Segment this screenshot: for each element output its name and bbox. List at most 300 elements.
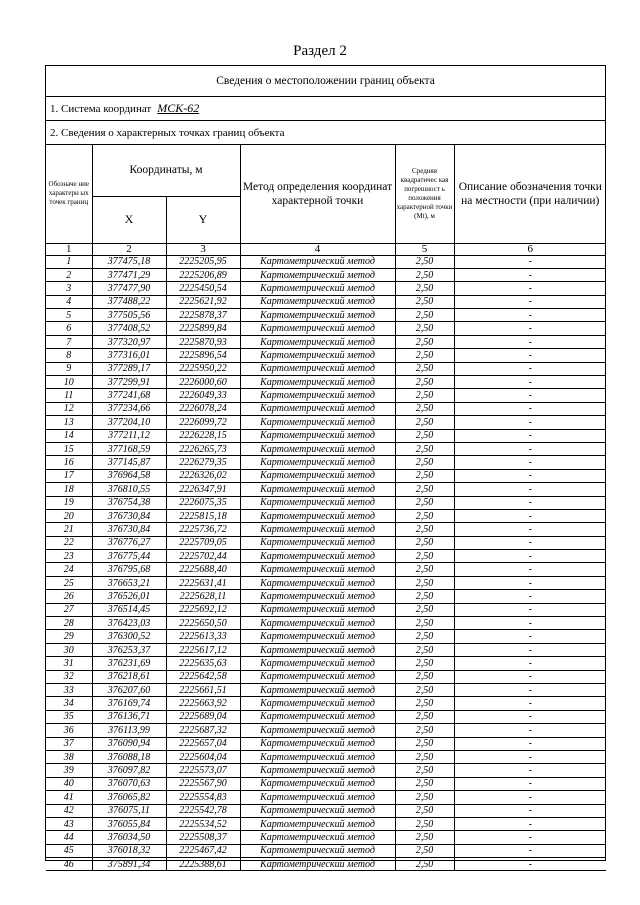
column-number: 1 [46, 243, 92, 255]
y-coordinate-cell: 2226347,91 [166, 483, 240, 496]
accuracy-cell: 2,50 [395, 777, 454, 790]
y-coordinate-cell: 2225205,95 [166, 255, 240, 268]
y-coordinate-cell: 2226279,35 [166, 456, 240, 469]
method-cell: Картометрический метод [240, 295, 395, 308]
accuracy-cell: 2,50 [395, 268, 454, 281]
x-coordinate-cell: 377471,29 [92, 268, 166, 281]
x-coordinate-cell: 375891,34 [92, 858, 166, 871]
y-coordinate-cell: 2225621,92 [166, 295, 240, 308]
y-coordinate-cell: 2225657,04 [166, 737, 240, 750]
y-coordinate-cell: 2225661,51 [166, 684, 240, 697]
x-coordinate-cell: 376018,32 [92, 844, 166, 857]
point-number-cell: 34 [46, 697, 92, 710]
point-number-cell: 8 [46, 349, 92, 362]
method-cell: Картометрический метод [240, 469, 395, 482]
y-coordinate-cell: 2225950,22 [166, 362, 240, 375]
table-row [46, 456, 606, 469]
y-coordinate-cell: 2225573,07 [166, 764, 240, 777]
y-coordinate-cell: 2225702,44 [166, 550, 240, 563]
description-cell: - [454, 456, 606, 469]
boundary-info-form [45, 65, 606, 870]
accuracy-cell: 2,50 [395, 442, 454, 455]
description-cell: - [454, 764, 606, 777]
description-cell: - [454, 643, 606, 656]
x-coordinate-cell: 377234,66 [92, 402, 166, 415]
point-number-cell: 24 [46, 563, 92, 576]
table-row [46, 563, 606, 576]
description-cell: - [454, 603, 606, 616]
description-cell: - [454, 496, 606, 509]
method-cell: Картометрический метод [240, 483, 395, 496]
point-number-cell: 43 [46, 817, 92, 830]
table-row [46, 684, 606, 697]
point-number-cell: 11 [46, 389, 92, 402]
accuracy-cell: 2,50 [395, 817, 454, 830]
x-coordinate-cell: 377316,01 [92, 349, 166, 362]
point-number-cell: 12 [46, 402, 92, 415]
y-coordinate-cell: 2225617,12 [166, 643, 240, 656]
description-cell: - [454, 590, 606, 603]
accuracy-cell: 2,50 [395, 590, 454, 603]
point-number-cell: 41 [46, 791, 92, 804]
column-number: 5 [395, 243, 454, 255]
description-cell: - [454, 416, 606, 429]
x-coordinate-cell: 376065,82 [92, 791, 166, 804]
accuracy-cell: 2,50 [395, 362, 454, 375]
point-number-cell: 26 [46, 590, 92, 603]
points-section-heading: 2. Сведения о характерных точках границ объекта [46, 121, 605, 145]
method-cell: Картометрический метод [240, 684, 395, 697]
y-coordinate-cell: 2225467,42 [166, 844, 240, 857]
point-number-cell: 19 [46, 496, 92, 509]
accuracy-cell: 2,50 [395, 657, 454, 670]
table-row [46, 376, 606, 389]
description-cell: - [454, 322, 606, 335]
y-coordinate-cell: 2225896,54 [166, 349, 240, 362]
description-cell: - [454, 858, 606, 871]
accuracy-cell: 2,50 [395, 617, 454, 630]
accuracy-cell: 2,50 [395, 630, 454, 643]
column-header-description: Описание обозначения точки на местности (при наличии) [454, 145, 606, 243]
table-row [46, 764, 606, 777]
description-cell: - [454, 469, 606, 482]
table-row [46, 268, 606, 281]
x-coordinate-cell: 376776,27 [92, 536, 166, 549]
table-row [46, 710, 606, 723]
description-cell: - [454, 389, 606, 402]
section-title: Раздел 2 [293, 43, 347, 59]
description-cell: - [454, 429, 606, 442]
x-coordinate-cell: 376088,18 [92, 750, 166, 763]
accuracy-cell: 2,50 [395, 295, 454, 308]
accuracy-cell: 2,50 [395, 523, 454, 536]
accuracy-cell: 2,50 [395, 737, 454, 750]
point-number-cell: 29 [46, 630, 92, 643]
description-cell: - [454, 844, 606, 857]
column-header-coordinates: Координаты, м [92, 145, 240, 196]
point-number-cell: 22 [46, 536, 92, 549]
x-coordinate-cell: 376253,37 [92, 643, 166, 656]
method-cell: Картометрический метод [240, 617, 395, 630]
accuracy-cell: 2,50 [395, 322, 454, 335]
x-coordinate-cell: 377211,12 [92, 429, 166, 442]
x-coordinate-cell: 377475,18 [92, 255, 166, 268]
table-row [46, 617, 606, 630]
x-coordinate-cell: 377168,59 [92, 442, 166, 455]
table-row [46, 831, 606, 844]
y-coordinate-cell: 2225631,41 [166, 576, 240, 589]
table-row [46, 643, 606, 656]
description-cell: - [454, 617, 606, 630]
point-number-cell: 31 [46, 657, 92, 670]
table-row [46, 416, 606, 429]
point-number-cell: 33 [46, 684, 92, 697]
point-number-cell: 27 [46, 603, 92, 616]
description-cell: - [454, 697, 606, 710]
point-number-cell: 9 [46, 362, 92, 375]
x-coordinate-cell: 376075,11 [92, 804, 166, 817]
column-header-method: Метод определения координат характерной точки [240, 145, 395, 243]
x-coordinate-cell: 376113,99 [92, 724, 166, 737]
method-cell: Картометрический метод [240, 523, 395, 536]
method-cell: Картометрический метод [240, 536, 395, 549]
y-coordinate-cell: 2225688,40 [166, 563, 240, 576]
description-cell: - [454, 804, 606, 817]
table-row [46, 362, 606, 375]
method-cell: Картометрический метод [240, 429, 395, 442]
method-cell: Картометрический метод [240, 349, 395, 362]
description-cell: - [454, 309, 606, 322]
x-coordinate-cell: 377477,90 [92, 282, 166, 295]
accuracy-cell: 2,50 [395, 536, 454, 549]
x-coordinate-cell: 376169,74 [92, 697, 166, 710]
method-cell: Картометрический метод [240, 376, 395, 389]
x-coordinate-cell: 376653,21 [92, 576, 166, 589]
accuracy-cell: 2,50 [395, 764, 454, 777]
coordinate-system-label: 1. Система координат [50, 102, 152, 115]
point-number-cell: 28 [46, 617, 92, 630]
method-cell: Картометрический метод [240, 737, 395, 750]
accuracy-cell: 2,50 [395, 309, 454, 322]
y-coordinate-cell: 2225736,72 [166, 523, 240, 536]
y-coordinate-cell: 2226228,15 [166, 429, 240, 442]
point-number-cell: 30 [46, 643, 92, 656]
method-cell: Картометрический метод [240, 603, 395, 616]
description-cell: - [454, 268, 606, 281]
point-number-cell: 20 [46, 509, 92, 522]
y-coordinate-cell: 2225206,89 [166, 268, 240, 281]
description-cell: - [454, 402, 606, 415]
point-number-cell: 2 [46, 268, 92, 281]
method-cell: Картометрический метод [240, 777, 395, 790]
description-cell: - [454, 750, 606, 763]
y-coordinate-cell: 2225899,84 [166, 322, 240, 335]
x-coordinate-cell: 376207,60 [92, 684, 166, 697]
method-cell: Картометрический метод [240, 496, 395, 509]
method-cell: Картометрический метод [240, 456, 395, 469]
point-number-cell: 1 [46, 255, 92, 268]
accuracy-cell: 2,50 [395, 724, 454, 737]
method-cell: Картометрический метод [240, 657, 395, 670]
point-number-cell: 13 [46, 416, 92, 429]
accuracy-cell: 2,50 [395, 603, 454, 616]
accuracy-cell: 2,50 [395, 416, 454, 429]
accuracy-cell: 2,50 [395, 750, 454, 763]
method-cell: Картометрический метод [240, 442, 395, 455]
y-coordinate-cell: 2226099,72 [166, 416, 240, 429]
accuracy-cell: 2,50 [395, 710, 454, 723]
point-number-cell: 38 [46, 750, 92, 763]
y-coordinate-cell: 2225567,90 [166, 777, 240, 790]
table-row [46, 442, 606, 455]
method-cell: Картометрический метод [240, 670, 395, 683]
method-cell: Картометрический метод [240, 630, 395, 643]
accuracy-cell: 2,50 [395, 282, 454, 295]
point-number-cell: 7 [46, 335, 92, 348]
point-number-cell: 6 [46, 322, 92, 335]
y-coordinate-cell: 2225388,61 [166, 858, 240, 871]
x-coordinate-cell: 376526,01 [92, 590, 166, 603]
description-cell: - [454, 817, 606, 830]
method-cell: Картометрический метод [240, 550, 395, 563]
table-row [46, 550, 606, 563]
accuracy-cell: 2,50 [395, 429, 454, 442]
point-number-cell: 36 [46, 724, 92, 737]
method-cell: Картометрический метод [240, 643, 395, 656]
accuracy-cell: 2,50 [395, 376, 454, 389]
y-coordinate-cell: 2225613,33 [166, 630, 240, 643]
point-number-cell: 35 [46, 710, 92, 723]
description-cell: - [454, 831, 606, 844]
method-cell: Картометрический метод [240, 282, 395, 295]
description-cell: - [454, 710, 606, 723]
table-row [46, 737, 606, 750]
x-coordinate-cell: 377299,91 [92, 376, 166, 389]
x-coordinate-cell: 376070,63 [92, 777, 166, 790]
y-coordinate-cell: 2226000,60 [166, 376, 240, 389]
column-header-point: Обозначе ние характерн ых точек границ [46, 145, 92, 243]
coordinate-system-value: МСК-62 [157, 101, 200, 115]
x-coordinate-cell: 376795,68 [92, 563, 166, 576]
accuracy-cell: 2,50 [395, 670, 454, 683]
method-cell: Картометрический метод [240, 335, 395, 348]
y-coordinate-cell: 2225815,18 [166, 509, 240, 522]
point-number-cell: 15 [46, 442, 92, 455]
y-coordinate-cell: 2225542,78 [166, 804, 240, 817]
point-number-cell: 16 [46, 456, 92, 469]
description-cell: - [454, 791, 606, 804]
description-cell: - [454, 483, 606, 496]
y-coordinate-cell: 2225687,32 [166, 724, 240, 737]
points-table [46, 145, 606, 871]
point-number-cell: 23 [46, 550, 92, 563]
method-cell: Картометрический метод [240, 563, 395, 576]
accuracy-cell: 2,50 [395, 349, 454, 362]
x-coordinate-cell: 376730,84 [92, 509, 166, 522]
column-number: 2 [92, 243, 166, 255]
point-number-cell: 4 [46, 295, 92, 308]
point-number-cell: 25 [46, 576, 92, 589]
table-row [46, 844, 606, 857]
method-cell: Картометрический метод [240, 402, 395, 415]
x-coordinate-cell: 376090,94 [92, 737, 166, 750]
table-row [46, 429, 606, 442]
table-row [46, 469, 606, 482]
description-cell: - [454, 670, 606, 683]
y-coordinate-cell: 2225508,37 [166, 831, 240, 844]
description-cell: - [454, 523, 606, 536]
x-coordinate-cell: 376231,69 [92, 657, 166, 670]
table-row [46, 750, 606, 763]
x-coordinate-cell: 377408,52 [92, 322, 166, 335]
point-number-cell: 40 [46, 777, 92, 790]
point-number-cell: 21 [46, 523, 92, 536]
column-header-y: Y [166, 196, 240, 243]
description-cell: - [454, 509, 606, 522]
y-coordinate-cell: 2226049,33 [166, 389, 240, 402]
x-coordinate-cell: 376775,44 [92, 550, 166, 563]
point-number-cell: 5 [46, 309, 92, 322]
method-cell: Картометрический метод [240, 750, 395, 763]
table-row [46, 483, 606, 496]
table-row [46, 777, 606, 790]
x-coordinate-cell: 377145,87 [92, 456, 166, 469]
form-heading: Сведения о местоположении границ объекта [46, 66, 605, 97]
accuracy-cell: 2,50 [395, 858, 454, 871]
point-number-cell: 46 [46, 858, 92, 871]
description-cell: - [454, 737, 606, 750]
x-coordinate-cell: 377320,97 [92, 335, 166, 348]
column-header-x: X [92, 196, 166, 243]
table-row [46, 791, 606, 804]
x-coordinate-cell: 376136,71 [92, 710, 166, 723]
method-cell: Картометрический метод [240, 416, 395, 429]
table-row [46, 335, 606, 348]
accuracy-cell: 2,50 [395, 402, 454, 415]
accuracy-cell: 2,50 [395, 335, 454, 348]
table-row [46, 536, 606, 549]
point-number-cell: 45 [46, 844, 92, 857]
x-coordinate-cell: 376097,82 [92, 764, 166, 777]
column-number-row [46, 243, 606, 255]
point-number-cell: 18 [46, 483, 92, 496]
x-coordinate-cell: 376514,45 [92, 603, 166, 616]
table-row [46, 402, 606, 415]
method-cell: Картометрический метод [240, 255, 395, 268]
description-cell: - [454, 563, 606, 576]
accuracy-cell: 2,50 [395, 831, 454, 844]
method-cell: Картометрический метод [240, 804, 395, 817]
method-cell: Картометрический метод [240, 389, 395, 402]
x-coordinate-cell: 376218,61 [92, 670, 166, 683]
point-number-cell: 42 [46, 804, 92, 817]
y-coordinate-cell: 2225628,11 [166, 590, 240, 603]
accuracy-cell: 2,50 [395, 643, 454, 656]
x-coordinate-cell: 376034,50 [92, 831, 166, 844]
table-row [46, 322, 606, 335]
y-coordinate-cell: 2225650,50 [166, 617, 240, 630]
description-cell: - [454, 349, 606, 362]
x-coordinate-cell: 376810,55 [92, 483, 166, 496]
x-coordinate-cell: 376964,58 [92, 469, 166, 482]
y-coordinate-cell: 2225692,12 [166, 603, 240, 616]
table-row [46, 255, 606, 268]
y-coordinate-cell: 2226265,73 [166, 442, 240, 455]
x-coordinate-cell: 377241,68 [92, 389, 166, 402]
y-coordinate-cell: 2225663,92 [166, 697, 240, 710]
x-coordinate-cell: 376300,52 [92, 630, 166, 643]
method-cell: Картометрический метод [240, 817, 395, 830]
method-cell: Картометрический метод [240, 858, 395, 871]
accuracy-cell: 2,50 [395, 483, 454, 496]
point-number-cell: 10 [46, 376, 92, 389]
accuracy-cell: 2,50 [395, 389, 454, 402]
column-number: 6 [454, 243, 606, 255]
description-cell: - [454, 536, 606, 549]
description-cell: - [454, 442, 606, 455]
table-row [46, 523, 606, 536]
table-row [46, 389, 606, 402]
description-cell: - [454, 777, 606, 790]
method-cell: Картометрический метод [240, 710, 395, 723]
method-cell: Картометрический метод [240, 268, 395, 281]
accuracy-cell: 2,50 [395, 496, 454, 509]
y-coordinate-cell: 2225709,05 [166, 536, 240, 549]
table-row [46, 670, 606, 683]
description-cell: - [454, 335, 606, 348]
description-cell: - [454, 255, 606, 268]
method-cell: Картометрический метод [240, 590, 395, 603]
table-row [46, 496, 606, 509]
x-coordinate-cell: 377204,10 [92, 416, 166, 429]
table-row [46, 590, 606, 603]
description-cell: - [454, 376, 606, 389]
table-row [46, 282, 606, 295]
table-row [46, 349, 606, 362]
accuracy-cell: 2,50 [395, 791, 454, 804]
method-cell: Картометрический метод [240, 362, 395, 375]
point-number-cell: 3 [46, 282, 92, 295]
column-header-accuracy: Средняя квадратичес кая погрешност ь положения характерной точки (Mt), м [395, 145, 454, 243]
y-coordinate-cell: 2225604,04 [166, 750, 240, 763]
method-cell: Картометрический метод [240, 576, 395, 589]
point-number-cell: 44 [46, 831, 92, 844]
table-row [46, 697, 606, 710]
x-coordinate-cell: 376055,84 [92, 817, 166, 830]
method-cell: Картометрический метод [240, 509, 395, 522]
method-cell: Картометрический метод [240, 844, 395, 857]
y-coordinate-cell: 2225450,54 [166, 282, 240, 295]
accuracy-cell: 2,50 [395, 804, 454, 817]
y-coordinate-cell: 2225554,83 [166, 791, 240, 804]
y-coordinate-cell: 2226075,35 [166, 496, 240, 509]
x-coordinate-cell: 376754,38 [92, 496, 166, 509]
x-coordinate-cell: 377505,56 [92, 309, 166, 322]
description-cell: - [454, 657, 606, 670]
accuracy-cell: 2,50 [395, 469, 454, 482]
table-row [46, 295, 606, 308]
y-coordinate-cell: 2225642,58 [166, 670, 240, 683]
column-number: 4 [240, 243, 395, 255]
accuracy-cell: 2,50 [395, 550, 454, 563]
x-coordinate-cell: 377289,17 [92, 362, 166, 375]
points-table-body [46, 255, 606, 871]
method-cell: Картометрический метод [240, 697, 395, 710]
table-row [46, 576, 606, 589]
accuracy-cell: 2,50 [395, 684, 454, 697]
description-cell: - [454, 362, 606, 375]
column-number: 3 [166, 243, 240, 255]
